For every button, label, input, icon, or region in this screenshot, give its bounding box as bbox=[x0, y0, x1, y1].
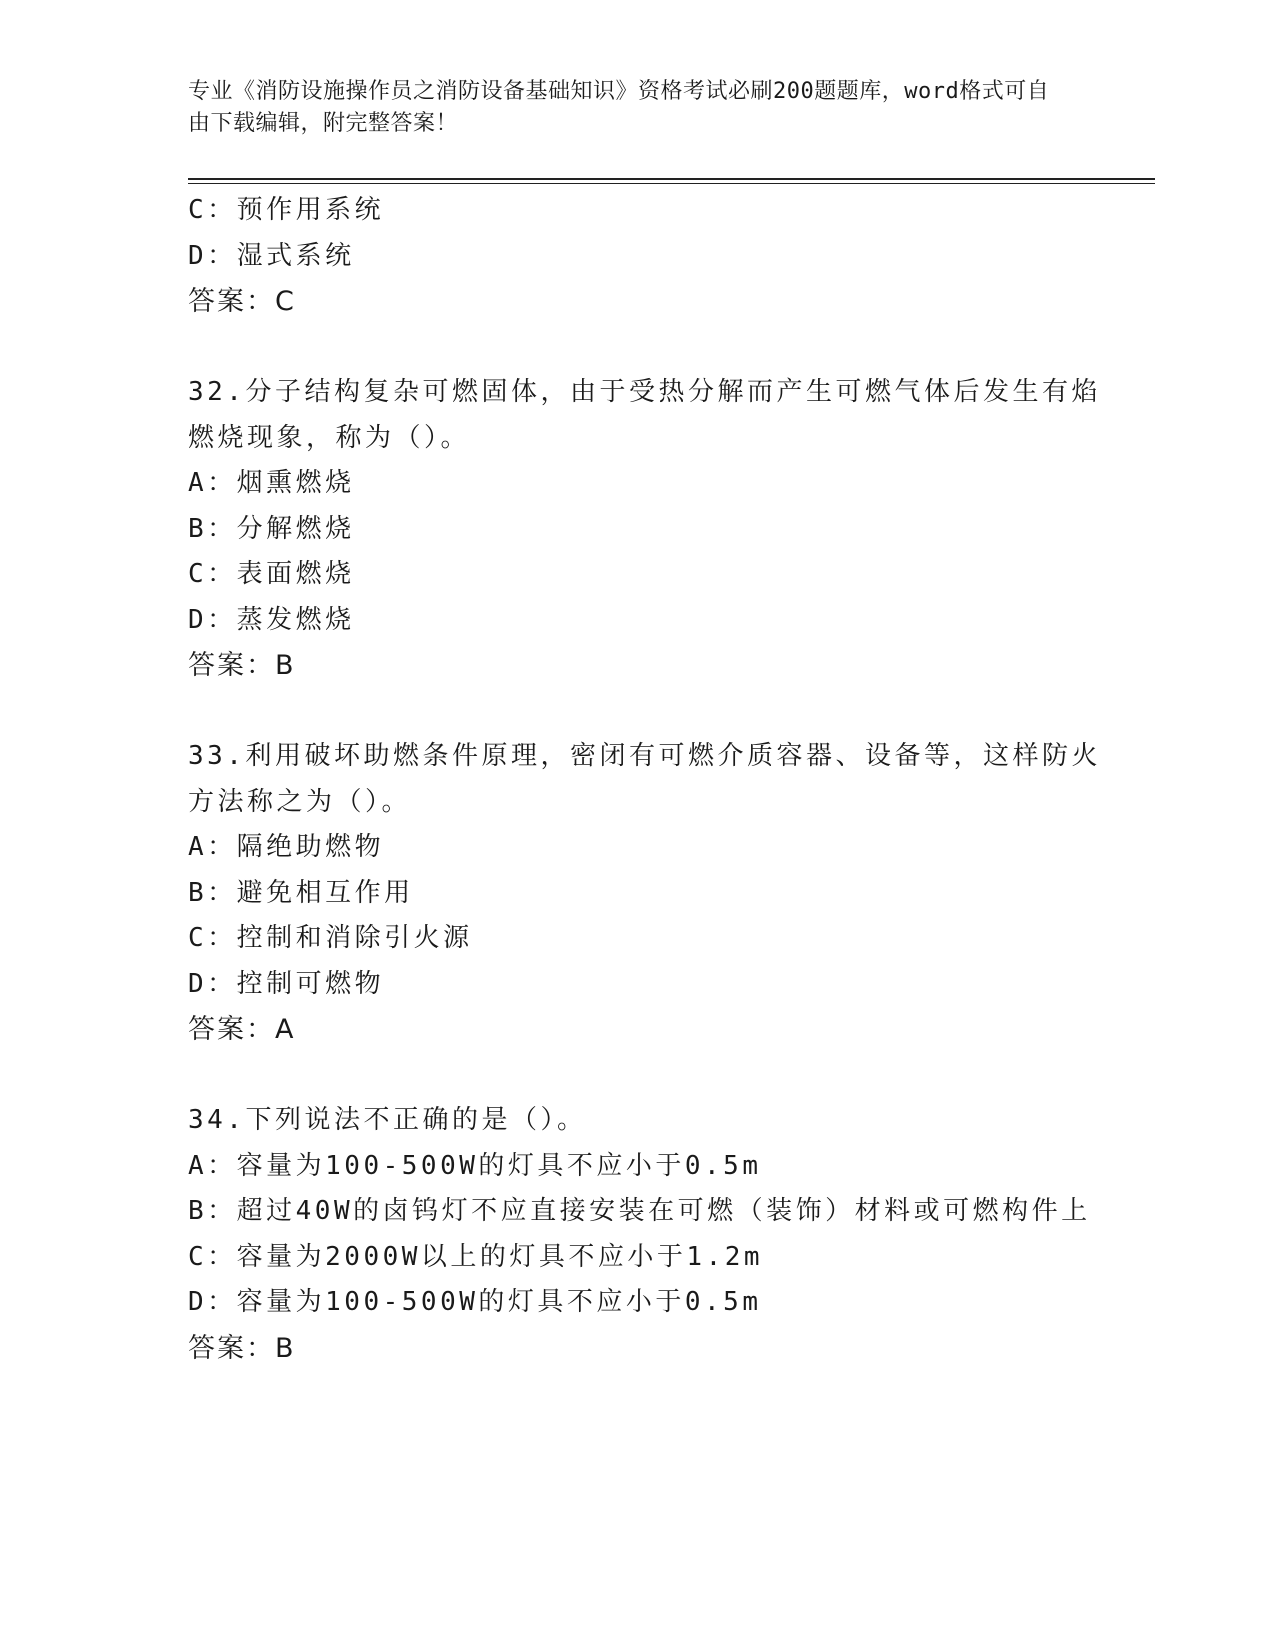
question-31-tail bbox=[188, 188, 1088, 325]
option-b: B：避免相互作用 bbox=[188, 877, 414, 908]
spacer bbox=[188, 1053, 1088, 1099]
header-rule-thin bbox=[188, 183, 1155, 184]
header-rule-thick bbox=[188, 178, 1155, 180]
option-c: C：容量为2000W以上的灯具不应小于1.2m bbox=[188, 1241, 764, 1272]
option-a: A：烟熏燃烧 bbox=[188, 468, 355, 498]
document-header: 专业《消防设施操作员之消防设备基础知识》资格考试必刷200题题库，word格式可自由下载编辑，附完整答案！ bbox=[188, 79, 1050, 136]
option-d: D：容量为100-500W的灯具不应小于0.5m bbox=[188, 1287, 762, 1317]
document-body bbox=[188, 188, 1101, 1371]
answer-line: 答案：C bbox=[188, 286, 296, 317]
spacer bbox=[188, 689, 1088, 735]
option-d: D：湿式系统 bbox=[188, 240, 355, 271]
option-d: D：蒸发燃烧 bbox=[188, 604, 355, 635]
question-stem-cont: 方法称之为（）。 bbox=[188, 786, 412, 817]
answer-line: 答案：A bbox=[188, 1014, 296, 1045]
option-b: B：超过40W的卤钨灯不应直接安装在可燃（装饰）材料或可燃构件上 bbox=[188, 1196, 1091, 1226]
question-stem: 33.利用破坏助燃条件原理，密闭有可燃介质容器、设备等，这样防火 bbox=[188, 741, 1101, 771]
answer-line: 答案：B bbox=[188, 650, 296, 681]
question-stem: 32.分子结构复杂可燃固体，由于受热分解而产生可燃气体后发生有焰 bbox=[188, 377, 1101, 407]
question-stem-cont: 燃烧现象，称为（）。 bbox=[188, 422, 471, 453]
question-stem: 34.下列说法不正确的是（）。 bbox=[188, 1105, 587, 1135]
spacer bbox=[188, 325, 1088, 371]
option-a: A：隔绝助燃物 bbox=[188, 832, 385, 862]
question-33 bbox=[188, 734, 1101, 1053]
option-c: C：预作用系统 bbox=[188, 195, 385, 225]
question-32 bbox=[188, 370, 1101, 689]
option-c: C：表面燃烧 bbox=[188, 559, 355, 589]
option-d: D：控制可燃物 bbox=[188, 968, 385, 999]
question-34 bbox=[188, 1098, 1091, 1371]
answer-line: 答案：B bbox=[188, 1332, 296, 1364]
option-b: B：分解燃烧 bbox=[188, 513, 355, 544]
option-a: A：容量为100-500W的灯具不应小于0.5m bbox=[188, 1150, 762, 1181]
option-c: C：控制和消除引火源 bbox=[188, 923, 473, 953]
